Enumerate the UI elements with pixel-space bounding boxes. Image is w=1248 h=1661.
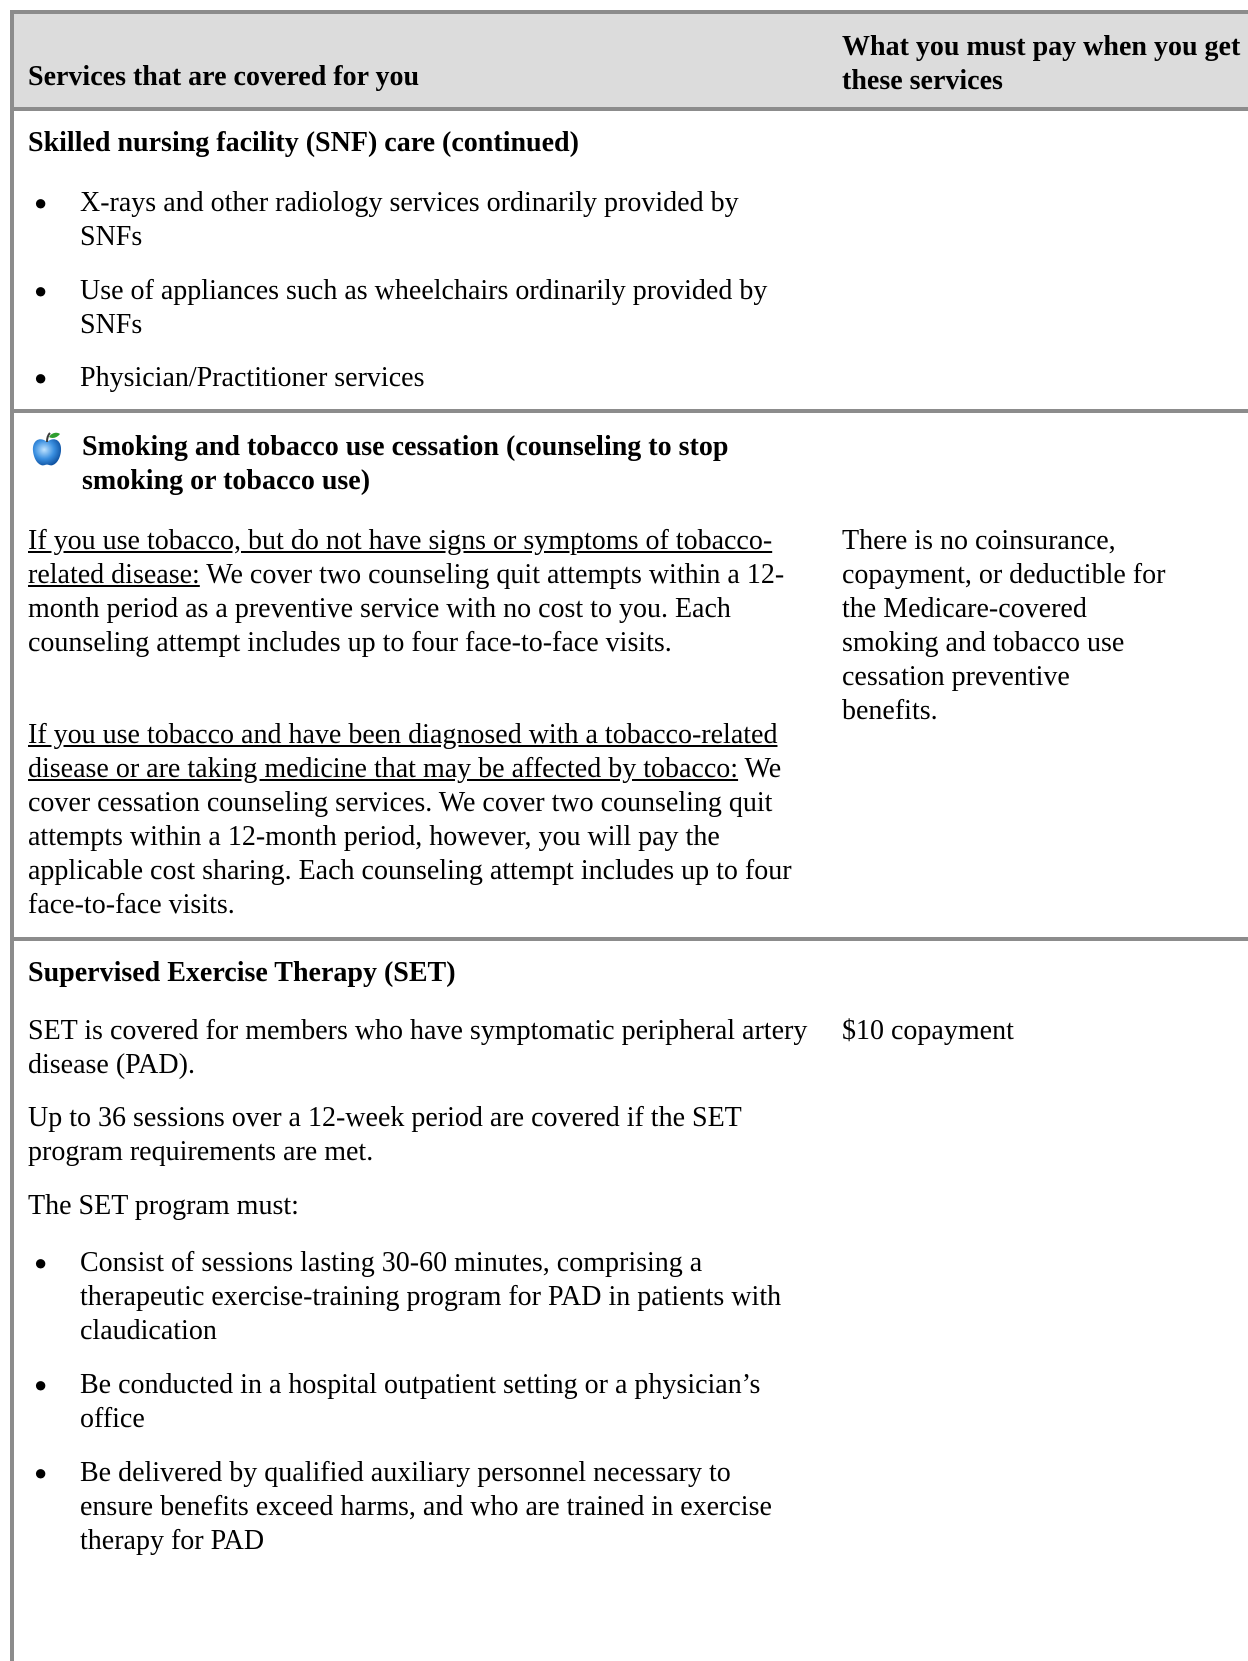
condition-label: If you use tobacco, but do not have signs or symptoms of tobacco-related disease:	[28, 525, 773, 590]
paragraph-no-symptoms	[28, 524, 818, 660]
paragraph-set-sessions: Up to 36 sessions over a 12-week period are covered if the SET program requirements are met.	[28, 1102, 742, 1167]
bullet-icon: ●	[34, 365, 48, 390]
paragraph-set-coverage: SET is covered for members who have symptomatic peripheral artery disease (PAD).	[28, 1015, 808, 1080]
bullet-icon: ●	[34, 1372, 48, 1397]
row-divider	[10, 409, 1248, 413]
paragraph-text: We cover two counseling quit attempts within a 12-month period as a preventive service with no cost to you. Each counseling attempt includes up to four face-to-face visits.	[28, 559, 785, 658]
section-title-smoking: Smoking and tobacco use cessation (counseling to stop smoking or tobacco use)	[82, 431, 729, 496]
list-item: Be delivered by qualified auxiliary personnel necessary to ensure benefits exceed harms, and who are trained in exercise therapy for PAD	[80, 1457, 772, 1556]
paragraph-set-requirements: The SET program must:	[28, 1190, 299, 1221]
cost-set: $10 copayment	[842, 1015, 1014, 1046]
list-item: Be conducted in a hospital outpatient setting or a physician’s office	[80, 1369, 761, 1434]
paragraph-text: We cover cessation counseling services. We cover two counseling quit attempts within a 12-month period, however, you will pay the applicable cost sharing. Each counseling attempt includes up to four face-to-face visits.	[28, 753, 792, 920]
header-divider	[10, 107, 1248, 111]
bullet-icon: ●	[34, 278, 48, 303]
cost-smoking: There is no coinsurance, copayment, or deductible for the Medicare-covered smoking and tobacco use cessation preventive benefits.	[842, 525, 1166, 726]
bullet-icon: ●	[34, 190, 48, 215]
paragraph-diagnosed	[28, 718, 818, 922]
bullet-icon: ●	[34, 1250, 48, 1275]
list-item: Physician/Practitioner services	[80, 362, 425, 393]
section-title-set: Supervised Exercise Therapy (SET)	[28, 957, 456, 988]
apple-icon	[30, 430, 64, 468]
list-item: X-rays and other radiology services ordinarily provided by SNFs	[80, 187, 739, 252]
table-left-border	[10, 10, 14, 1661]
section-title-snf: Skilled nursing facility (SNF) care (continued)	[28, 127, 579, 158]
list-item: Use of appliances such as wheelchairs ordinarily provided by SNFs	[80, 275, 768, 340]
column-header-cost: What you must pay when you get these services	[842, 31, 1241, 96]
list-item: Consist of sessions lasting 30-60 minutes, comprising a therapeutic exercise-training program for PAD in patients with claudication	[80, 1247, 782, 1346]
row-divider	[10, 937, 1248, 941]
bullet-icon: ●	[34, 1460, 48, 1485]
condition-label: If you use tobacco and have been diagnosed with a tobacco-related disease or are taking medicine that may be affected by tobacco:	[28, 719, 778, 784]
column-header-services: Services that are covered for you	[28, 61, 420, 92]
table-top-border	[10, 10, 1248, 14]
